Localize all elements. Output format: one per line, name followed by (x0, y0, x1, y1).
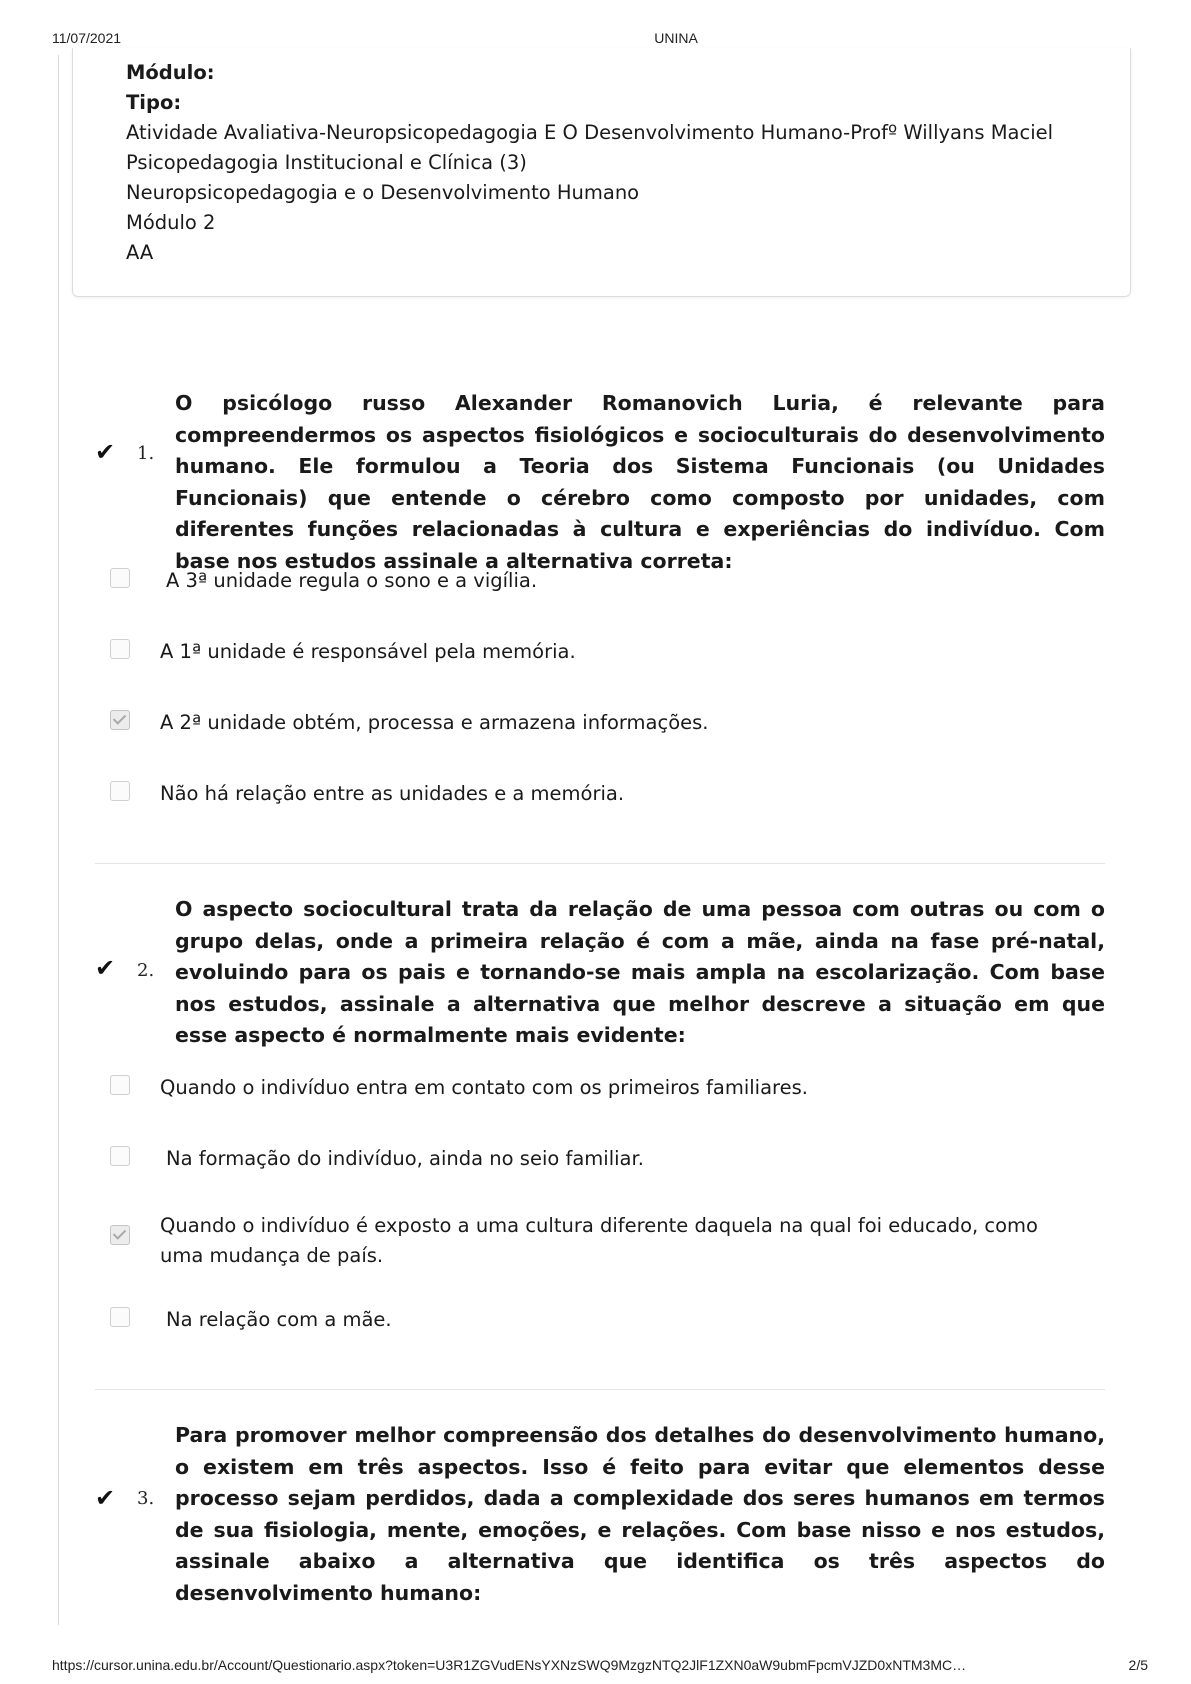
question-number: 3. (137, 1488, 155, 1509)
print-date: 11/07/2021 (52, 30, 122, 46)
question-2 (95, 894, 1105, 1052)
tipo-label: Tipo: (126, 91, 182, 114)
check-icon: ✔ (95, 954, 116, 982)
option-label: Na relação com a mãe. (166, 1308, 392, 1331)
option-label: A 3ª unidade regula o sono e a vigília. (166, 569, 538, 592)
option-checkbox[interactable] (110, 639, 130, 659)
question-divider (95, 863, 1105, 864)
module-name: Módulo 2 (126, 211, 216, 234)
subject-name: Neuropsicopedagogia e o Desenvolvimento Humano (126, 181, 640, 204)
question-text: O psicólogo russo Alexander Romanovich Luria, é relevante para compreendermos os aspectos fisiológicos e socioculturais do desenvolvimento humano. Ele formulou a Teoria dos Sistema Funcionais (ou Unidades Funcionais) que entende o cérebro como composto por unidades, com diferentes funções relacionadas à cultura e experiências do indivíduo. Com base nos estudos assinale a alternativa correta: (175, 391, 1105, 573)
page-number: 2/5 (1128, 1657, 1148, 1673)
option-checkbox[interactable] (110, 781, 130, 801)
option-checkbox[interactable] (110, 1307, 130, 1327)
option-checkbox[interactable] (110, 1075, 130, 1095)
course-name: Psicopedagogia Institucional e Clínica (3) (126, 151, 527, 174)
option-checkbox[interactable] (110, 1146, 130, 1166)
quiz-info-card (72, 48, 1131, 297)
question-text: O aspecto sociocultural trata da relação de uma pessoa com outras ou com o grupo delas, onde a primeira relação é com a mãe, ainda na fase pré-natal, evoluindo para os pais e tornando-se mais ampla na escolarização. Com base nos estudos, assinale a alternativa que melhor descreve a situação em que esse aspecto é normalmente mais evidente: (175, 897, 1105, 1047)
option-label-continued: uma mudança de país. (160, 1244, 384, 1267)
check-icon: ✔ (95, 438, 116, 466)
option-label: A 2ª unidade obtém, processa e armazena informações. (160, 711, 709, 734)
print-site-title: UNINA (654, 30, 698, 46)
question-3 (95, 1420, 1105, 1609)
question-number: 1. (137, 443, 155, 464)
check-icon: ✔ (95, 1484, 116, 1512)
question-divider (95, 1389, 1105, 1390)
question-text: Para promover melhor compreensão dos detalhes do desenvolvimento humano, o existem em três aspectos. Isso é feito para evitar que elementos desse processo sejam perdidos, dada a complexidade dos seres humanos em termos de sua fisiologia, mente, emoções, e relações. Com base nisso e nos estudos, assinale abaixo a alternativa que identifica os três aspectos do desenvolvimento humano: (175, 1423, 1105, 1605)
activity-title: Atividade Avaliativa-Neuropsicopedagogia E O Desenvolvimento Humano-Profº Willyans Maciel (126, 121, 1054, 144)
option-label: Na formação do indivíduo, ainda no seio familiar. (166, 1147, 644, 1170)
option-label: Quando o indivíduo é exposto a uma cultura diferente daquela na qual foi educado, como (160, 1214, 1038, 1237)
question-number: 2. (137, 960, 155, 981)
option-label: A 1ª unidade é responsável pela memória. (160, 640, 576, 663)
option-checkbox-checked[interactable] (110, 710, 130, 730)
type-value: AA (126, 241, 154, 264)
option-label: Quando o indivíduo entra em contato com os primeiros familiares. (160, 1076, 808, 1099)
option-checkbox-checked[interactable] (110, 1225, 130, 1245)
modulo-label: Módulo: (126, 61, 215, 84)
option-checkbox[interactable] (110, 568, 130, 588)
page-url: https://cursor.unina.edu.br/Account/Questionario.aspx?token=U3R1ZGVudENsYXNzSWQ9MzgzNTQ2JlF1ZXN0aW9ubmFpcmVJZD0xNTM3MC… (52, 1657, 967, 1673)
question-1 (95, 388, 1105, 577)
option-label: Não há relação entre as unidades e a memória. (160, 782, 625, 805)
left-border (58, 55, 59, 1625)
